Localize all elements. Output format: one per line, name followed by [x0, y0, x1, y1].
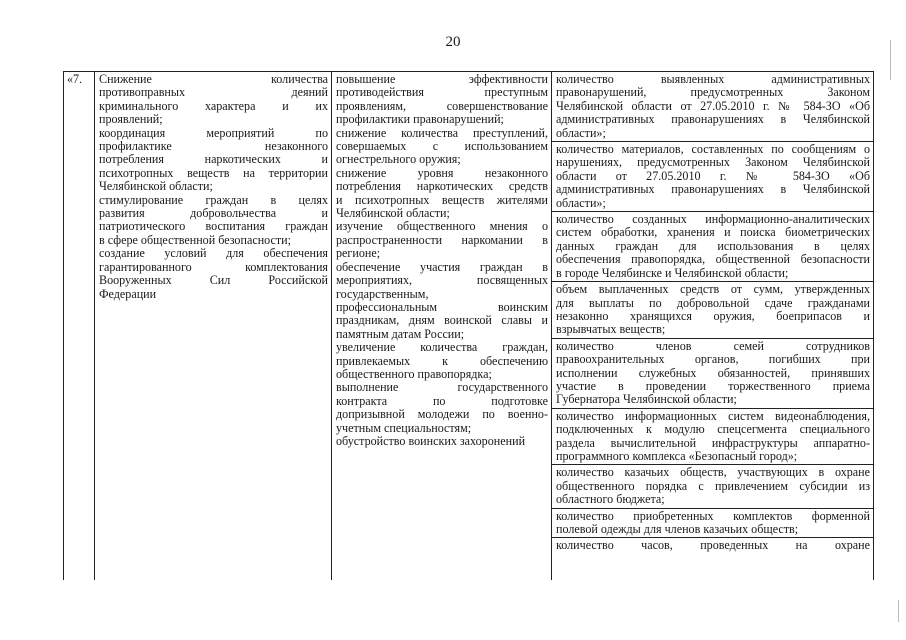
text-line: количество членов семей сотрудников — [556, 338, 870, 353]
text-line: потребления наркотических средств — [336, 179, 548, 194]
text-line: увеличение количества граждан, — [336, 340, 548, 355]
text-line: области»; — [556, 195, 606, 210]
text-line: программного комплекса «Безопасный город»; — [556, 448, 798, 463]
text-line: профессиональным воинским — [336, 299, 548, 314]
indicators-list — [556, 73, 870, 553]
text-line: и психотропных веществ жителями — [336, 192, 548, 207]
text-line: количество информационных систем видеонаблюдения, — [556, 408, 870, 423]
text-line: совершаемых с использованием — [336, 139, 548, 154]
text-line: количество приобретенных комплектов форменной — [556, 508, 870, 523]
text-line: количество материалов, составленных по сообщениям о — [556, 142, 870, 157]
text-line: допризывной молодежи по военно- — [336, 407, 548, 422]
indicator-item — [552, 464, 873, 506]
text-line: криминального характера и их — [99, 98, 328, 113]
text-line: для выплаты по добровольной сдаче гражданами — [556, 295, 870, 310]
goals-text — [99, 73, 328, 301]
text-line: мероприятиях, посвященных — [336, 273, 548, 288]
indicator-item — [552, 338, 873, 407]
text-line: памятным датам России; — [336, 326, 465, 341]
text-line: государственным, — [336, 286, 429, 301]
indicator-item — [552, 141, 873, 210]
text-line: профилактики правонарушений; — [336, 112, 504, 127]
indicator-item — [552, 537, 873, 552]
text-line: координация мероприятий по — [99, 125, 328, 140]
indicator-item — [552, 508, 873, 537]
text-line: в сфере общественной безопасности; — [99, 232, 291, 247]
text-line: проявлений; — [99, 112, 163, 127]
text-line: повышение эффективности — [336, 72, 548, 86]
indicators-cell — [552, 72, 874, 581]
text-line: учетным специальностям; — [336, 420, 472, 435]
text-line: правоохранительных органов, погибших при — [556, 352, 870, 367]
text-line: нарушениях, предусмотренных Законом Челябинской — [556, 155, 870, 170]
text-line: снижение количества преступлений, — [336, 125, 548, 140]
row-number-cell — [64, 72, 95, 581]
text-line: Федерации — [99, 286, 157, 301]
indicator-item — [556, 73, 870, 140]
indicator-item — [552, 211, 873, 280]
text-line: полевой одежды для членов казачьих обществ; — [556, 522, 799, 536]
text-line: области»; — [556, 125, 606, 140]
text-line: раздела вычислительной инфраструктуры аппаратно- — [556, 435, 870, 450]
text-line: общественного правопорядка; — [336, 366, 492, 381]
text-line: патриотического воспитания граждан — [99, 219, 328, 234]
text-line: психотропных веществ на территории — [99, 165, 328, 180]
text-line: количество созданных информационно-аналитических — [556, 212, 870, 227]
text-line: изучение общественного мнения о — [336, 219, 548, 234]
tasks-cell — [332, 72, 552, 581]
text-line: объем выплаченных средств от сумм, утвержденных — [556, 282, 870, 297]
text-line: Снижение количества — [99, 72, 328, 86]
scan-edge-mark — [890, 40, 891, 80]
text-line: общественного порядка с привлечением субсидии из — [556, 478, 870, 493]
text-line: количество казачьих обществ, участвующих в охране — [556, 465, 870, 480]
text-line: Челябинской области от 27.05.2010 г. № 584-ЗО «Об — [556, 98, 870, 113]
text-line: незаконно хранящихся оружия, боеприпасов и — [556, 308, 870, 323]
text-line: правонарушений, предусмотренных Законом — [556, 85, 870, 100]
text-line: привлекаемых к обеспечению — [336, 353, 548, 368]
text-line: снижение уровня незаконного — [336, 165, 548, 180]
text-line: распространенности наркомании в — [336, 232, 548, 247]
program-table — [63, 71, 874, 580]
text-line: подключенных к модулю спецсегмента специального — [556, 422, 870, 437]
text-line: административных правонарушениях в Челябинской — [556, 182, 870, 197]
text-line: Челябинской области; — [99, 179, 213, 194]
text-line: огнестрельного оружия; — [336, 152, 461, 167]
text-line: Челябинской области; — [336, 206, 450, 221]
text-line: развития добровольчества и — [99, 206, 328, 221]
text-line: праздникам, дням воинской славы и — [336, 313, 548, 328]
text-line: потребления наркотических и — [99, 152, 328, 167]
indicator-item — [552, 408, 873, 464]
text-line: профилактике незаконного — [99, 139, 328, 154]
text-line: областного бюджета; — [556, 492, 665, 507]
tasks-text — [336, 73, 548, 448]
text-line: участие в проведении торжественного приема — [556, 378, 870, 393]
row-number: «7. — [67, 72, 83, 86]
text-line: регионе; — [336, 246, 381, 261]
scan-edge-mark — [898, 600, 899, 622]
text-line: области от 27.05.2010 г. № 584-ЗО «Об — [556, 168, 870, 183]
text-line: обеспечения правопорядка, общественной безопасности — [556, 252, 870, 267]
text-line: выполнение государственного — [336, 380, 548, 395]
text-line: контракта по подготовке — [336, 393, 548, 408]
text-line: исполнении служебных обязанностей, принявших — [556, 365, 870, 380]
text-line: Губернатора Челябинской области; — [556, 392, 737, 407]
text-line: проявлениям, совершенствование — [336, 98, 548, 113]
text-line: создание условий для обеспечения — [99, 246, 328, 261]
text-line: обустройство воинских захоронений — [336, 433, 526, 448]
text-line: количество выявленных административных — [556, 72, 870, 86]
text-line: Вооруженных Сил Российской — [99, 273, 328, 288]
text-line: количество часов, проведенных на охране — [556, 538, 870, 553]
text-line: систем обработки, хранения и поиска биометрических — [556, 225, 870, 240]
text-line: в городе Челябинске и Челябинской области; — [556, 265, 789, 280]
text-line: гарантированного комплектования — [99, 259, 328, 274]
page-number: 20 — [445, 34, 461, 50]
table-row — [64, 72, 874, 581]
text-line: противоправных деяний — [99, 85, 328, 100]
text-line: обеспечение участия граждан в — [336, 259, 548, 274]
text-line: взрывчатых веществ; — [556, 322, 666, 337]
text-line: данных граждан для использования в целях — [556, 238, 870, 253]
text-line: стимулирование граждан в целях — [99, 192, 328, 207]
goals-cell — [95, 72, 332, 581]
text-line: противодействия преступным — [336, 85, 548, 100]
text-line: административных правонарушениях в Челябинской — [556, 112, 870, 127]
indicator-item — [552, 281, 873, 337]
